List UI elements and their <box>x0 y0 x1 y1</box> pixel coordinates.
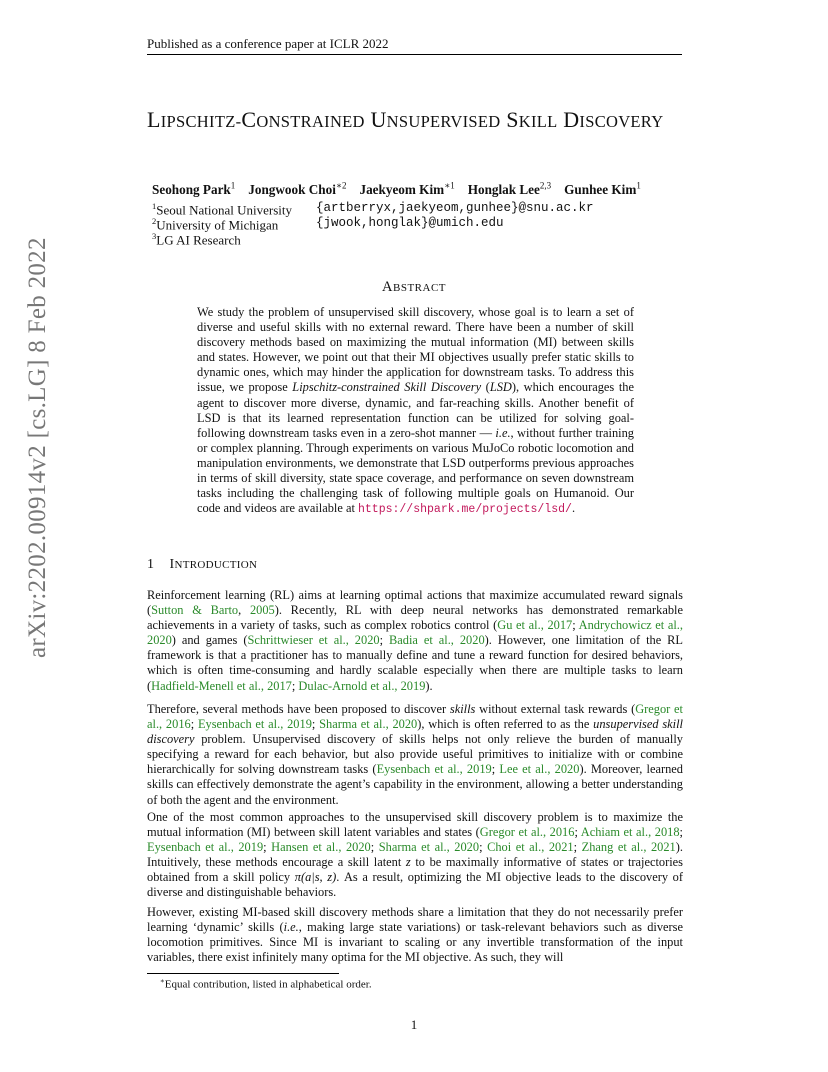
author-list <box>152 181 641 198</box>
arxiv-id: arXiv:2202.00914v2 [cs.LG] 8 Feb 2022 <box>24 237 51 658</box>
paragraph-2: Therefore, several methods have been proposed to discover skills without external task rewards (Gregor et al., 2016; Eysenbach et al., 2019; Sharma et al., 2020), which is often referred to as the unsupervised skill discovery problem. Unsupervised discovery of skills helps not only relieve the burden of manually specifying a reward for each behavior, but also provide useful primitives to initialize with or combine hierarchically for solving downstream tasks (Eysenbach et al., 2019; Lee et al., 2020). Moreover, learned skills can effectively demonstrate the agent’s capability in the environment, allowing a better understanding of both the agent and the environment. <box>147 702 683 807</box>
author-name: Gunhee Kim$^1$ <box>564 181 641 198</box>
author-name: Jongwook Choi$^{∗2}$ <box>248 181 347 198</box>
author-name: Seohong Park$^1$ <box>152 181 236 198</box>
running-header: Published as a conference paper at ICLR 2022 <box>147 36 389 51</box>
project-url-link[interactable]: https://shpark.me/projects/lsd/ <box>358 503 572 517</box>
abstract-body: We study the problem of unsupervised skill discovery, whose goal is to learn a set of diverse and useful skills with no external reward. There have been a number of skill discovery methods based on maximizing the mutual information (MI) between skills and states. However, we point out that their MI objectives usually prefer static skills to dynamic ones, which may hinder the application for downstream tasks. To address this issue, we propose Lipschitz-constrained Skill Discovery (LSD), which encourages the agent to discover more diverse, dynamic, and far-reaching skills. Another benefit of LSD is that its learned representation function can be utilized for solving goal-following downstream tasks even in a zero-shot manner — i.e., without further training or complex planning. Through experiments on various MuJoCo robotic locomotion and manipulation environments, we demonstrate that LSD outperforms previous approaches in terms of skill diversity, state space coverage, and performance on seven downstream tasks including the challenging task of following multiple goals on Humanoid. Our code and videos are available at https://shpark.me/projects/lsd/. <box>197 305 634 517</box>
page-number: 1 <box>410 1017 418 1032</box>
author-name: Jaekyeom Kim$^{∗1}$ <box>359 181 455 198</box>
paragraph-1: Reinforcement learning (RL) aims at learning optimal actions that maximize accumulated reward signals (Sutton & Barto, 2005). Recently, RL with deep neural networks has demonstrated remarkable achievements in a variety of tasks, such as complex robotics control (Gu et al., 2017; Andrychowicz et al., 2020) and games (Schrittwieser et al., 2020; Badia et al., 2020). However, one limitation of the RL framework is that a practitioner has to manually define and tune a reward function for desired behaviors, which is often time-consuming and hardly scalable especially when there are multiple tasks to learn (Hadfield-Menell et al., 2017; Dulac-Arnold et al., 2019). <box>147 588 683 693</box>
paragraph-4: However, existing MI-based skill discovery methods share a limitation that they do not necessarily prefer learning ‘dynamic’ skills (i.e., making large state variations) or task-relevant behaviors such as diverse locomotion primitives. Since MI is invariant to scaling or any invertible transformation of the input variables, there exist infinitely many optima for the MI objective. As such, they will <box>147 905 683 965</box>
author-name: Honglak Lee$^{2,3}$ <box>467 181 552 198</box>
paragraph-3: One of the most common approaches to the unsupervised skill discovery problem is to maximize the mutual information (MI) between skill latent variables and states (Gregor et al., 2016; Achiam et al., 2018; Eysenbach et al., 2019; Hansen et al., 2020; Sharma et al., 2020; Choi et al., 2021; Zhang et al., 2021). Intuitively, these methods encourage a skill latent z to be maximally informative of states or trajectories obtained from a skill policy π(a|s, z). As a result, optimizing the MI objective leads to the discovery of diverse and distinguishable behaviors. <box>147 810 683 900</box>
footnote-rule <box>147 973 339 974</box>
affiliation-1: $^1$Seoul National University <box>152 201 293 218</box>
affiliation-2: $^2$University of Michigan <box>152 216 279 233</box>
email-snu[interactable]: {artberryx,jaekyeom,gunhee}@snu.ac.kr <box>316 201 594 215</box>
paper-title: LIPSCHITZ-CONSTRAINED UNSUPERVISED SKILL DISCOVERY <box>147 107 664 132</box>
footnote: ∗Equal contribution, listed in alphabetical order. <box>160 977 372 991</box>
email-umich[interactable]: {jwook,honglak}@umich.edu <box>316 216 504 230</box>
section-heading: 1 INTRODUCTION <box>147 557 258 572</box>
arxiv-stamp <box>24 237 52 658</box>
abstract-heading: ABSTRACT <box>382 279 446 295</box>
affiliation-3: $^3$LG AI Research <box>152 231 241 248</box>
header-rule <box>147 54 682 55</box>
section-title: INTRODUCTION <box>169 557 258 572</box>
